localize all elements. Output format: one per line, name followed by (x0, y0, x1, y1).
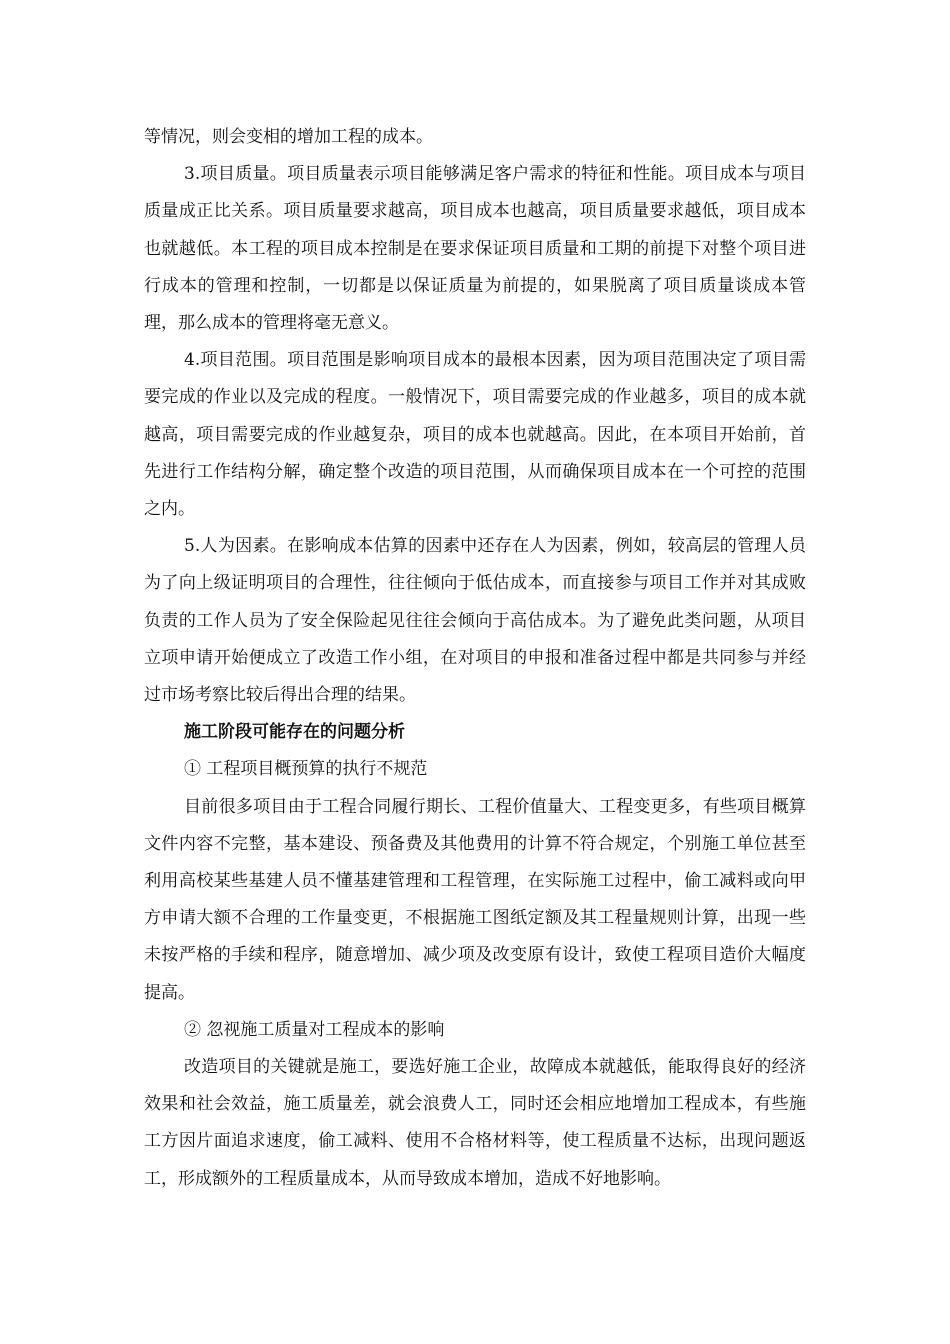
paragraph-project-scope: 4.项目范围。项目范围是影响项目成本的最根本因素，因为项目范围决定了项目需要完成的作业以及完成的程度。一般情况下，项目需要完成的作业越多，项目的成本就越高，项目需要完成的作业越复杂，项目的成本也就越高。因此，在本项目开始前，首先进行工作结构分解，确定整个改造的项目范围，从而确保项目成本在一个可控的范围之内。 (144, 350, 806, 520)
subheading-construction-quality: ② 忽视施工质量对工程成本的影响 (184, 1019, 445, 1040)
paragraph-human-factors: 5.人为因素。在影响成本估算的因素中还存在人为因素，例如，较高层的管理人员为了向上级证明项目的合理性，往往倾向于低估成本，而直接参与项目工作并对其成败负责的工作人员为了安全保险起见往往会倾向于高估成本。为了避免此类问题，从项目立项申请开始便成立了改造工作小组，在对项目的申报和准备过程中都是共同参与并经过市场考察比较后得出合理的结果。 (144, 536, 806, 706)
subheading-budget-execution: ① 工程项目概预算的执行不规范 (184, 759, 428, 780)
paragraph-budget-execution: 目前很多项目由于工程合同履行期长、工程价值量大、工程变更多，有些项目概算文件内容不完整，基本建设、预备费及其他费用的计算不符合规定，个别施工单位甚至利用高校某些基建人员不懂基建管理和工程管理，在实际施工过程中，偷工减料或向甲方申请大额不合理的工作量变更，不根据施工图纸定额及其工程量规则计算，出现一些未按严格的手续和程序，随意增加、减少项及改变原有设计，致使工程项目造价大幅度提高。 (144, 796, 806, 1003)
section-heading: 施工阶段可能存在的问题分析 (184, 722, 405, 743)
paragraph-continuation: 等情况，则会变相的增加工程的成本。 (144, 127, 433, 147)
document-page (144, 119, 806, 1198)
paragraph-project-quality: 3.项目质量。项目质量表示项目能够满足客户需求的特征和性能。项目成本与项目质量成正比关系。项目质量要求越高，项目成本也越高，项目质量要求越低，项目成本也就越低。本工程的项目成本控制是在要求保证项目质量和工期的前提下对整个项目进行成本的管理和控制，一切都是以保证质量为前提的，如果脱离了项目质量谈成本管理，那么成本的管理将毫无意义。 (144, 164, 806, 334)
paragraph-construction-quality: 改造项目的关键就是施工，要选好施工企业，故障成本就越低，能取得良好的经济效果和社会效益，施工质量差，就会浪费人工，同时还会相应地增加工程成本，有些施工方因片面追求速度，偷工减料、使用不合格材料等，使工程质量不达标，出现问题返工，形成额外的工程质量成本，从而导致成本增加，造成不好地影响。 (144, 1057, 806, 1189)
